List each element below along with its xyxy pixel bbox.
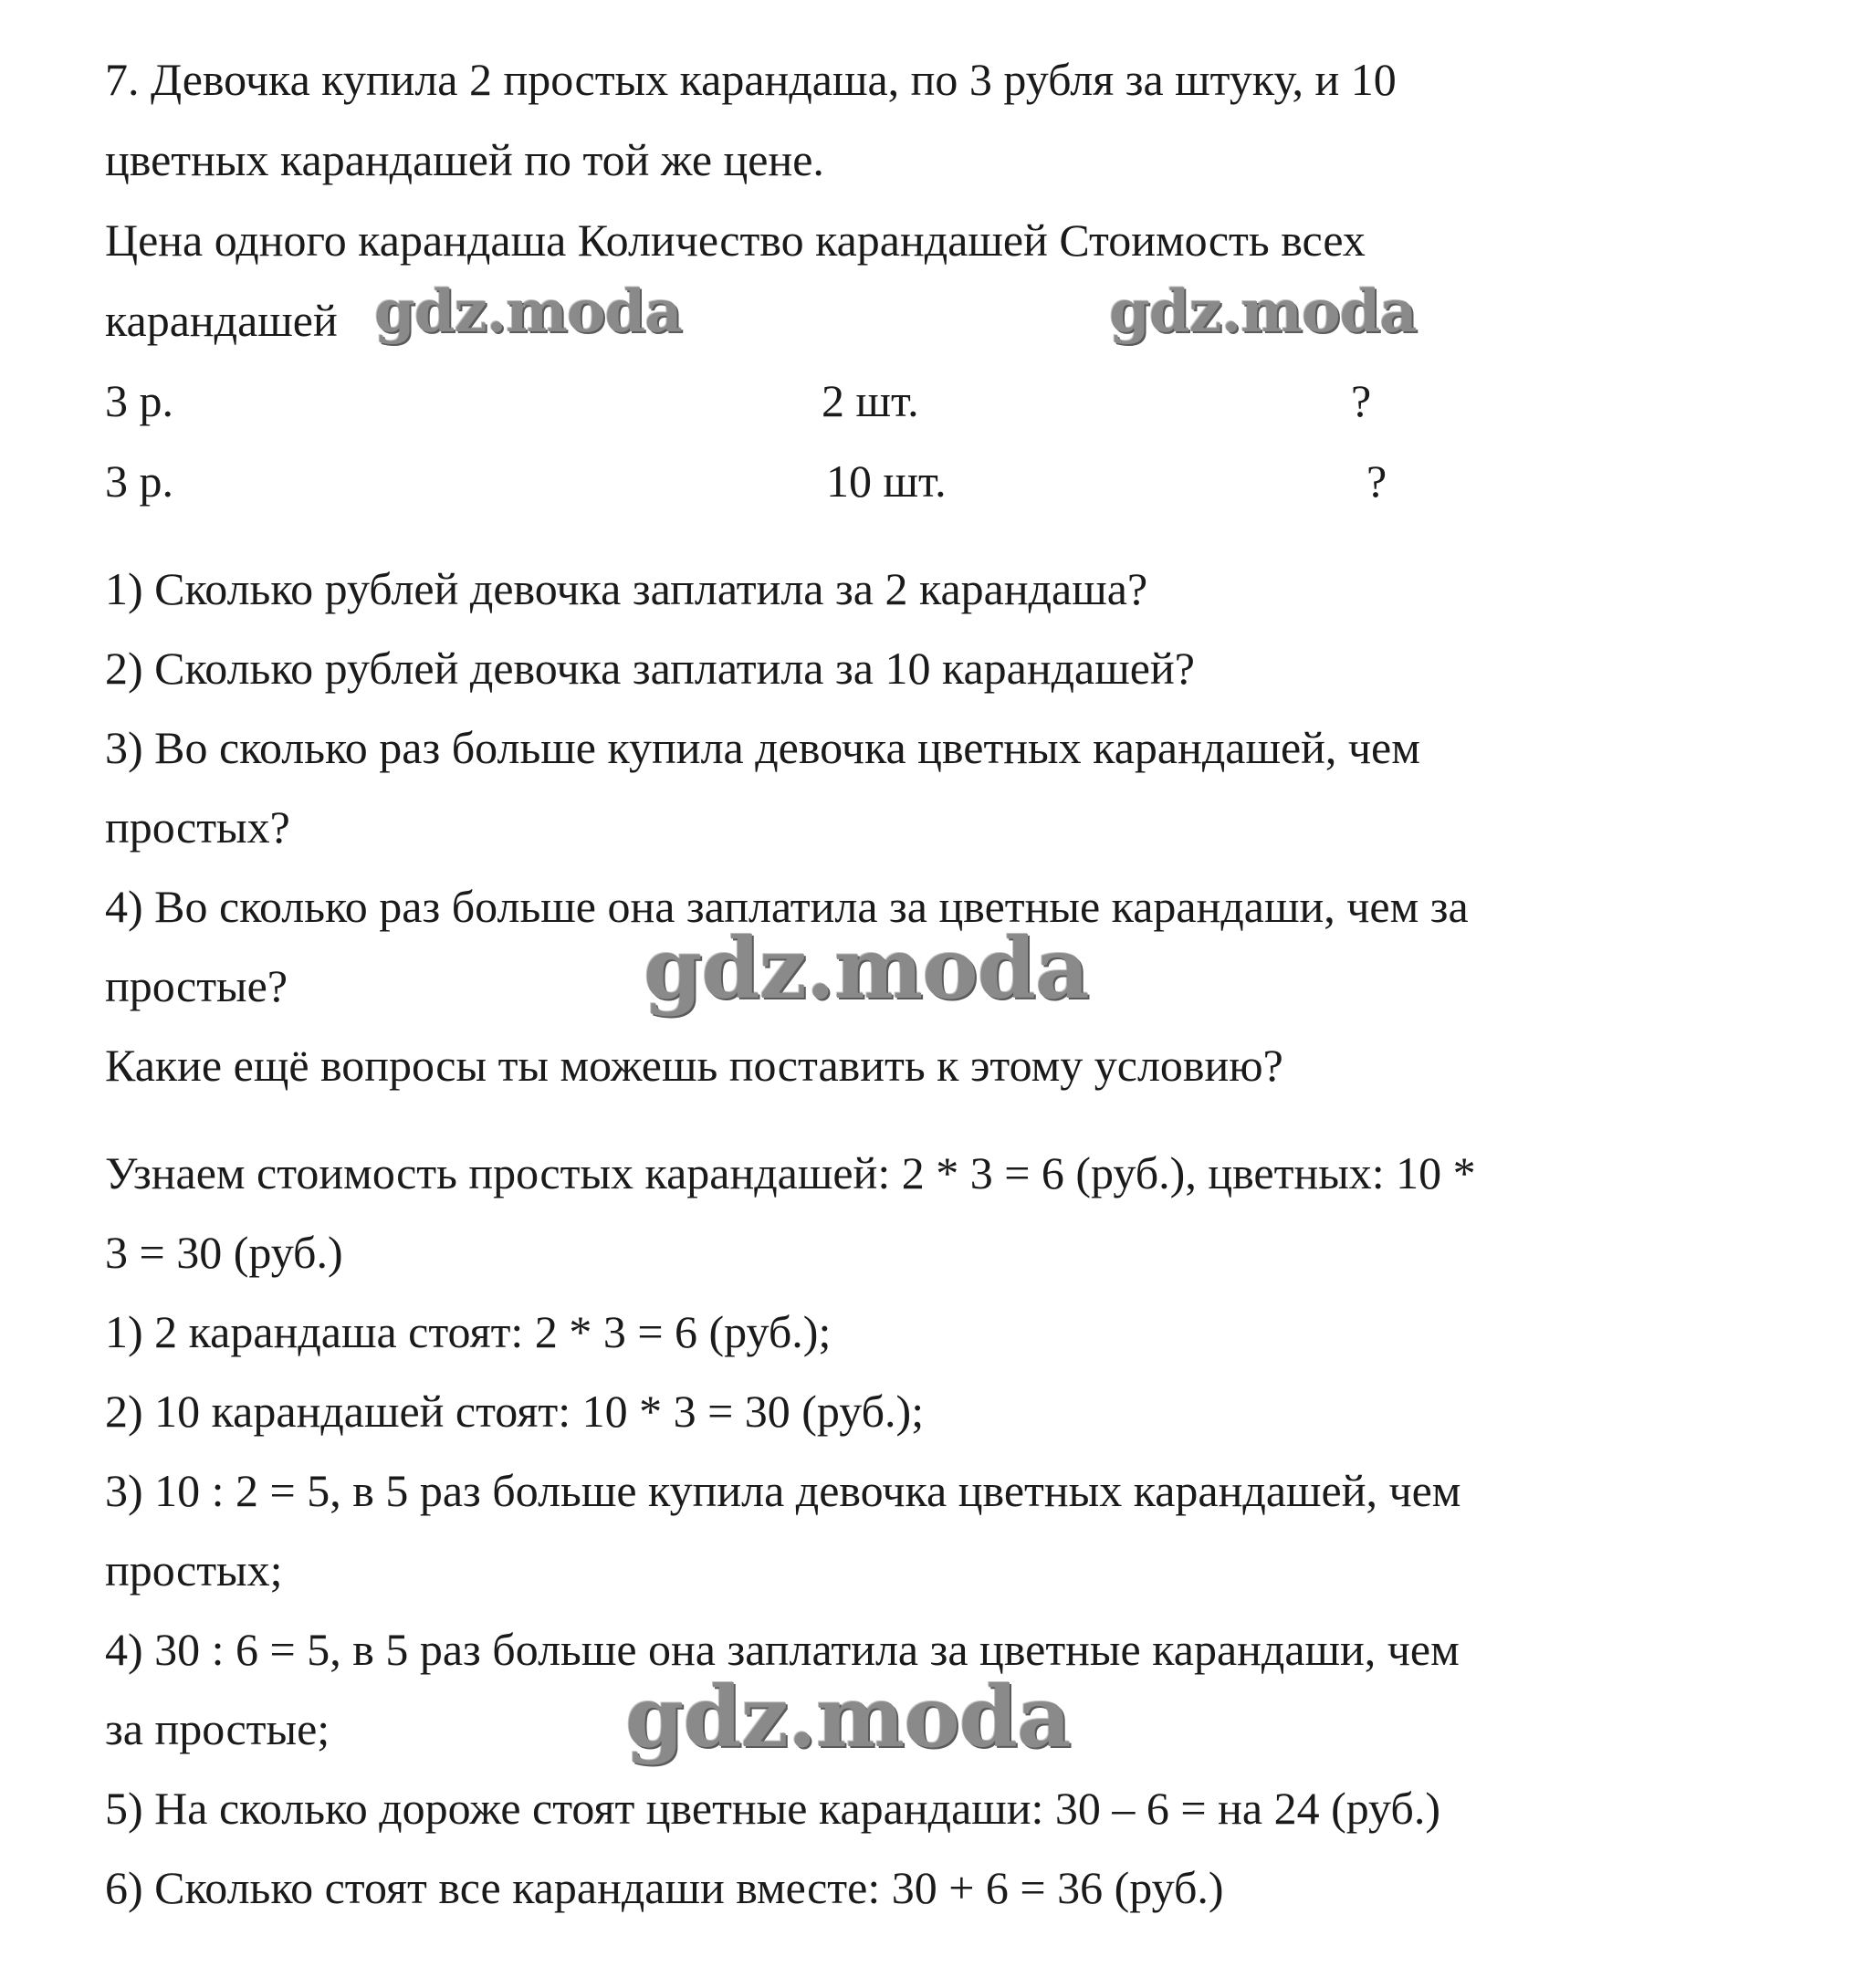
count-cell: 10 шт. — [826, 455, 947, 507]
solution-line-2: 3 = 30 (руб.) — [105, 1227, 343, 1278]
solution-step-6: 6) Сколько стоят все карандаши вместе: 30 + 6 = 36 (руб.) — [105, 1862, 1224, 1913]
solution-step-2: 2) 10 карандашей стоят: 10 * 3 = 30 (руб.); — [105, 1386, 925, 1437]
count-cell: 2 шт. — [822, 375, 919, 426]
question-4: 4) Во сколько раз больше она заплатила за цветные карандаши, чем за — [105, 881, 1469, 932]
watermark: gdz.moda — [644, 919, 1089, 1018]
problem-line-1: 7. Девочка купила 2 простых карандаша, по 3 рубля за штуку, и 10 — [105, 54, 1397, 105]
extra-question-prompt: Какие ещё вопросы ты можешь поставить к этому условию? — [105, 1040, 1283, 1091]
price-cell: 3 р. — [105, 375, 173, 426]
solution-step-3-cont: простых; — [105, 1544, 283, 1596]
solution-step-5: 5) На сколько дороже стоят цветные карандаши: 30 – 6 = на 24 (руб.) — [105, 1783, 1440, 1834]
solution-step-1: 1) 2 карандаша стоят: 2 * 3 = 6 (руб.); — [105, 1306, 832, 1357]
solution-line-1: Узнаем стоимость простых карандашей: 2 * 3 = 6 (руб.), цветных: 10 * — [105, 1147, 1476, 1198]
solution-step-4: 4) 30 : 6 = 5, в 5 раз больше она заплатила за цветные карандаши, чем — [105, 1624, 1460, 1675]
problem-line-2: цветных карандашей по той же цене. — [105, 134, 824, 185]
question-2: 2) Сколько рублей девочка заплатила за 10 карандашей? — [105, 643, 1195, 694]
price-cell: 3 р. — [105, 455, 173, 507]
solution-step-4-cont: за простые; — [105, 1703, 330, 1754]
question-3-cont: простых? — [105, 801, 290, 853]
cost-cell: ? — [1366, 455, 1387, 507]
watermark: gdz.moda — [1109, 277, 1417, 346]
question-4-cont: простые? — [105, 960, 288, 1011]
solution-step-3: 3) 10 : 2 = 5, в 5 раз больше купила девочка цветных карандашей, чем — [105, 1465, 1461, 1516]
watermark: gdz.moda — [374, 277, 682, 346]
watermark: gdz.moda — [625, 1668, 1071, 1766]
table-header-line-1: Цена одного карандаша Количество карандашей Стоимость всех — [105, 214, 1366, 266]
cost-cell: ? — [1351, 375, 1372, 426]
question-1: 1) Сколько рублей девочка заплатила за 2 карандаша? — [105, 563, 1148, 614]
question-3: 3) Во сколько раз больше купила девочка цветных карандашей, чем — [105, 722, 1420, 773]
table-header-line-2: карандашей — [105, 295, 338, 346]
